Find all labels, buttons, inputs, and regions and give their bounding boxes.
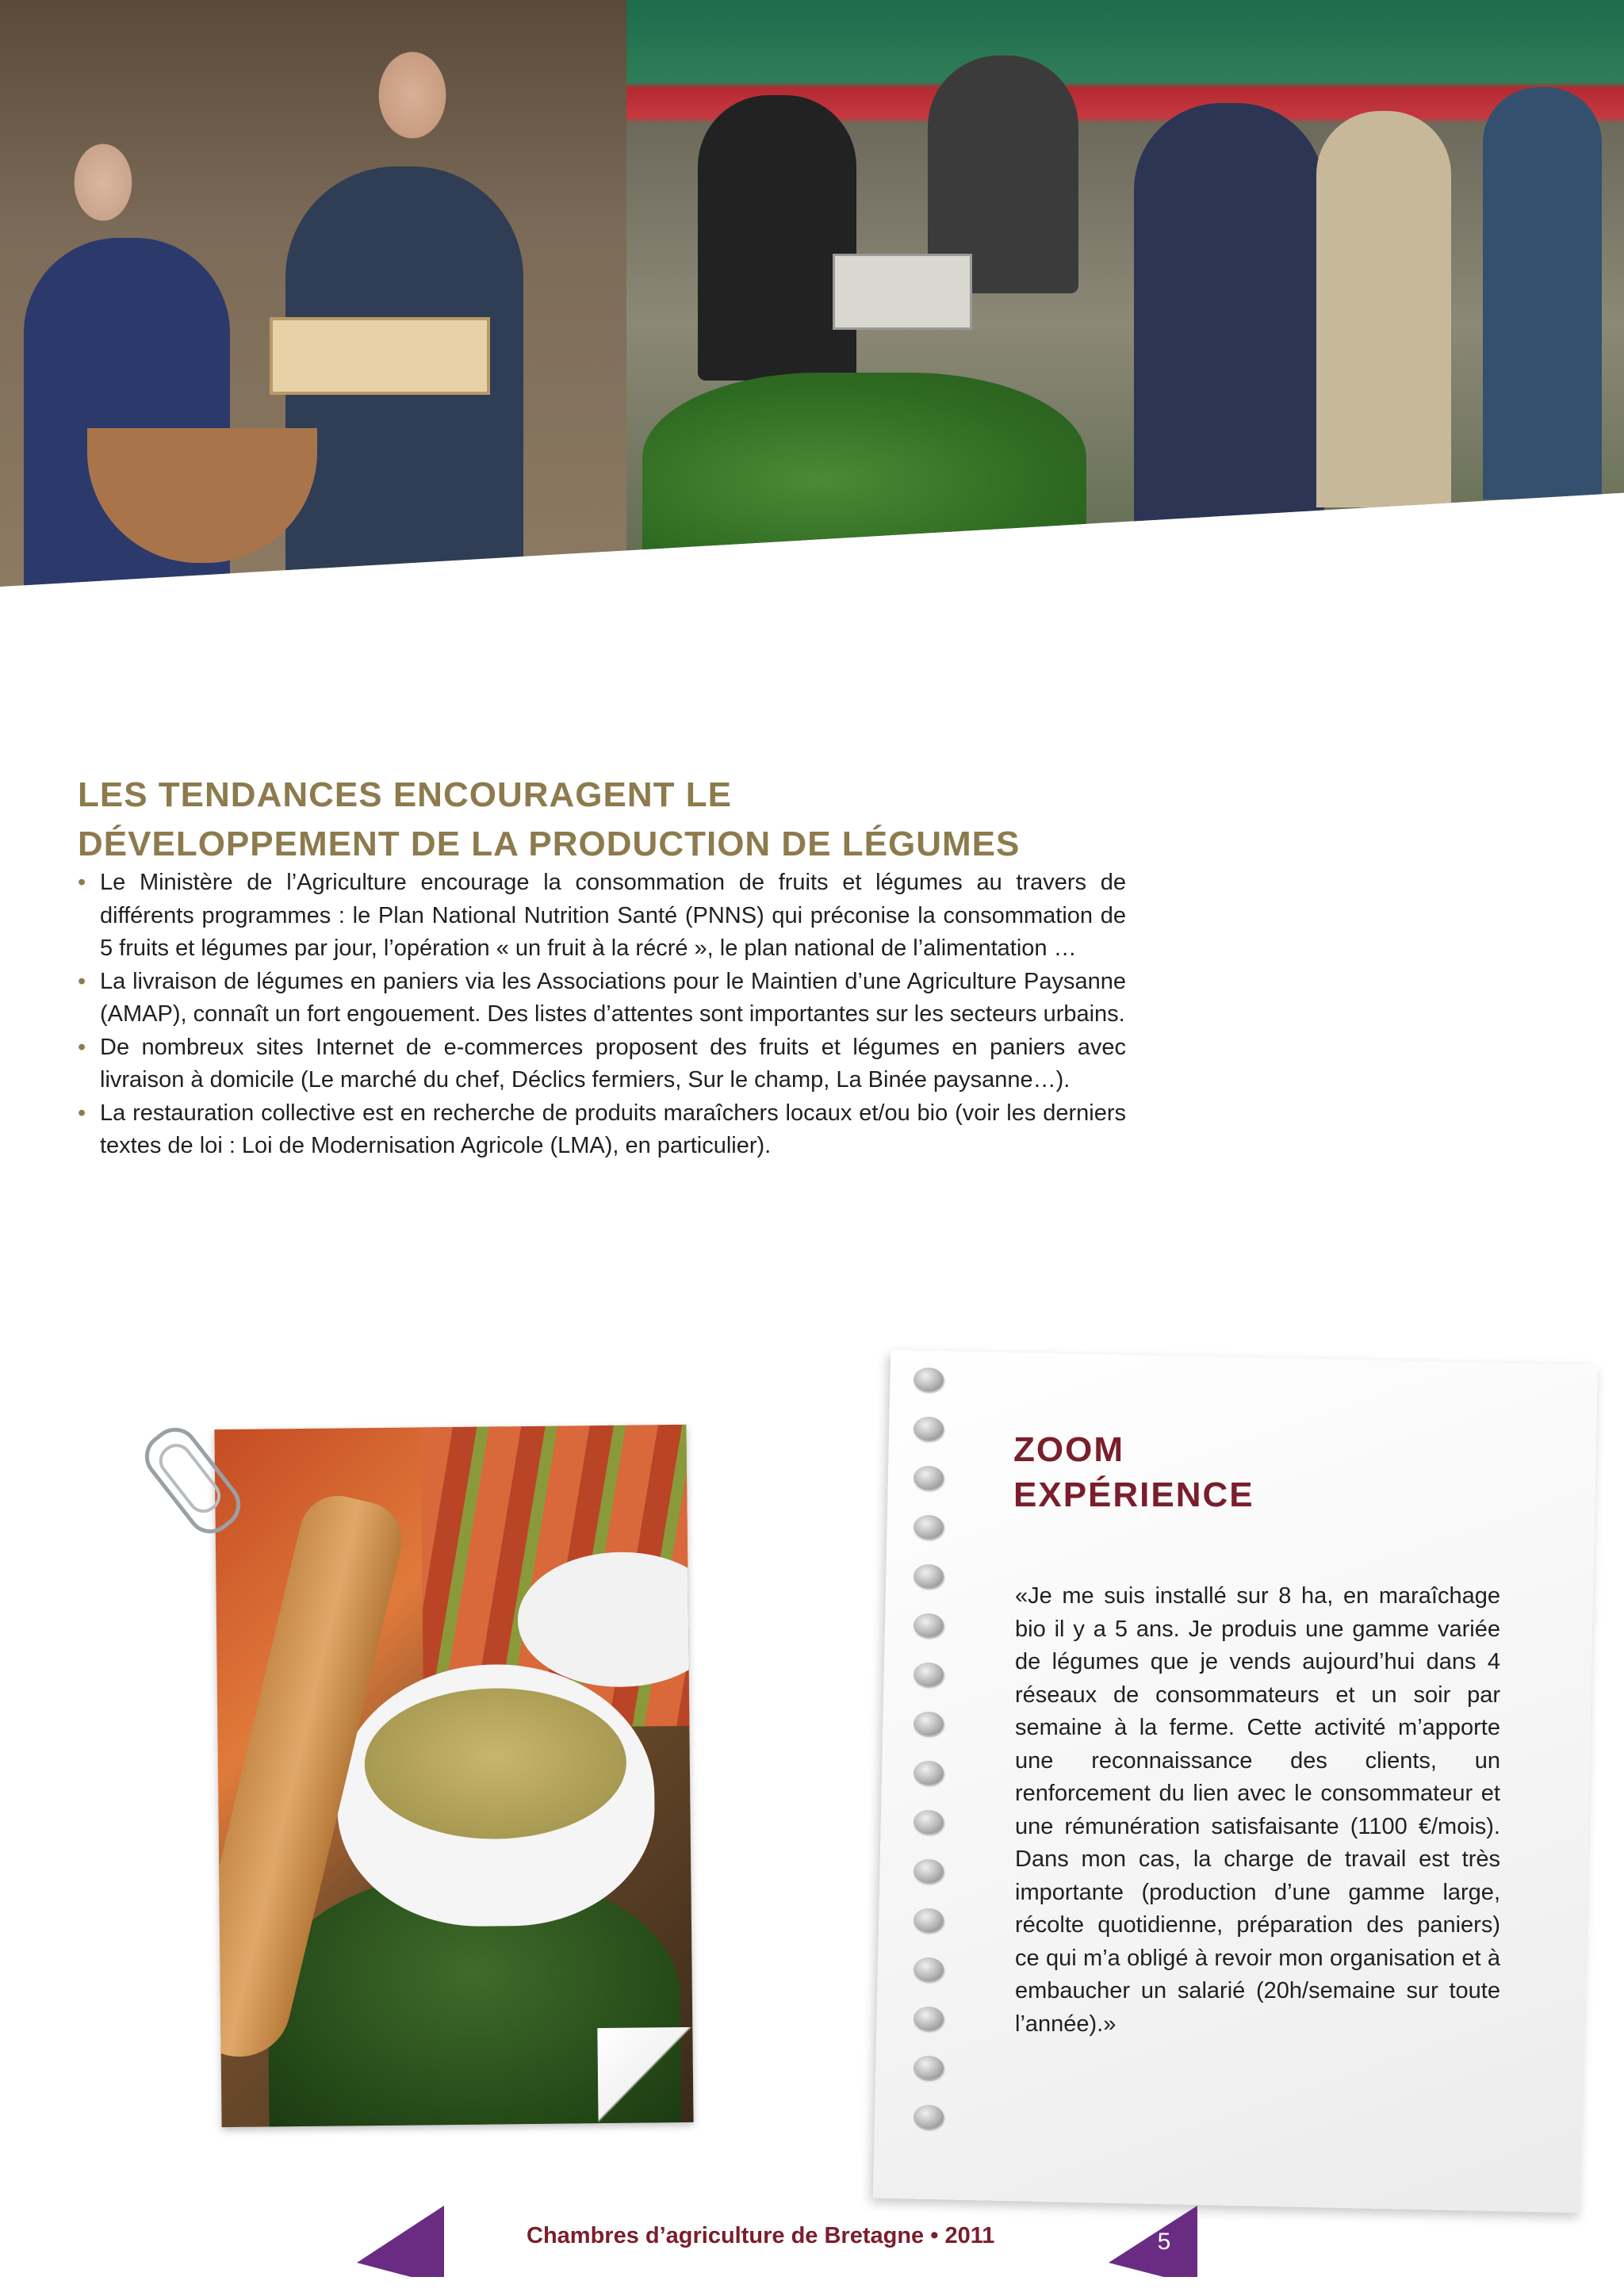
photo-vendor-figure <box>698 95 856 381</box>
bullet-text: La restauration collective est en recherche de produits maraîchers locaux et/ou bio (voir les derniers textes de loi : Loi de Modernisation Agricole (LMA), en particulier). <box>100 1100 1126 1158</box>
ring-icon <box>914 2105 944 2129</box>
ring-icon <box>914 1613 944 1637</box>
bullet-icon: • <box>78 968 86 994</box>
photo-customer-figure <box>1134 103 1324 531</box>
ring-icon <box>914 1466 944 1490</box>
bullet-item <box>78 966 1126 1031</box>
footer-text: Chambres d’agriculture de Bretagne • 2011 <box>527 2223 995 2248</box>
bullet-icon: • <box>78 1100 86 1126</box>
ring-icon <box>914 1515 944 1539</box>
zoom-heading-line-1: ZOOM <box>1013 1430 1124 1469</box>
photo-customer-figure-3 <box>1483 87 1602 499</box>
section-heading-line-1: LES TENDANCES ENCOURAGENT LE <box>78 775 732 814</box>
ring-icon <box>914 1859 944 1883</box>
page-number: 5 <box>1157 2229 1171 2255</box>
ring-icon <box>914 1810 944 1834</box>
photo-producers-with-basket <box>0 0 626 587</box>
ring-icon <box>914 1663 944 1686</box>
ring-icon <box>914 1564 944 1588</box>
photo-crate <box>270 317 490 395</box>
zoom-quote-text: «Je me suis installé sur 8 ha, en maraîchage bio il y a 5 ans. Je produis une gamme variée de légumes que je vends aujourd’hui dans 4 réseaux de consommateurs et un soir par semaine à la ferme. Cette activité m’apporte une reconnaissance des clients, un renforcement du lien avec le consommateur et une rémunération satisfaisante (1100 €/mois). Dans mon cas, la charge de travail est très importante (production d’une gamme large, récolte quotidienne, préparation des paniers) ce qui m’a obligé à revoir mon organisation et à embaucher un salarié (20h/semaine sur toute l’année).» <box>1015 1583 1500 2037</box>
ring-icon <box>914 1761 944 1785</box>
section-heading-line-2: DÉVELOPPEMENT DE LA PRODUCTION DE LÉGUMES <box>78 825 1021 863</box>
ring-icon <box>914 2007 944 2030</box>
ring-icon <box>914 1368 944 1391</box>
trend-bullet-list <box>78 867 1126 1163</box>
bullet-item <box>78 1031 1126 1097</box>
top-photo-banner <box>0 0 1624 587</box>
bullet-item <box>78 1097 1126 1163</box>
section-heading <box>78 771 1188 869</box>
bullet-text: De nombreux sites Internet de e-commerces proposent des fruits et légumes en paniers avec livraison à domicile (Le marché du chef, Déclics fermiers, Sur le champ, La Binée paysanne…). <box>100 1034 1126 1093</box>
bullet-text: Le Ministère de l’Agriculture encourage la consommation de fruits et légumes au travers de différents programmes : le Plan National Nutrition Santé (PNNS) qui préconise la consommation de 5 fruits et légumes par jour, l’opération « un fruit à la récré », le plan national de l’alimentation … <box>100 870 1126 961</box>
zoom-heading-line-2: EXPÉRIENCE <box>1013 1475 1254 1514</box>
bullet-icon: • <box>78 1034 86 1060</box>
bullet-icon: • <box>78 870 86 895</box>
bullet-text: La livraison de légumes en paniers via les Associations pour le Maintien d’une Agriculture Paysanne (AMAP), connaît un fort engouement. Des listes d’attentes sont importantes sur les secteurs urbains. <box>100 968 1126 1027</box>
ring-icon <box>914 1908 944 1932</box>
bullet-item <box>78 867 1126 966</box>
photo-customer-figure-2 <box>1316 111 1451 507</box>
page-curl-icon <box>597 2027 693 2123</box>
zoom-heading <box>1013 1427 1254 1517</box>
ring-icon <box>914 1957 944 1981</box>
notebook-rings <box>914 1368 945 2160</box>
ring-icon <box>914 1712 944 1735</box>
photo-soup-bowl <box>214 1425 693 2127</box>
ring-icon <box>914 1417 944 1441</box>
ring-icon <box>914 2056 944 2080</box>
footer-arrow-icon <box>357 2206 444 2277</box>
photo-scale <box>833 254 972 330</box>
photo-spinach-stack <box>642 373 1086 587</box>
photo-market-stall <box>626 0 1624 587</box>
